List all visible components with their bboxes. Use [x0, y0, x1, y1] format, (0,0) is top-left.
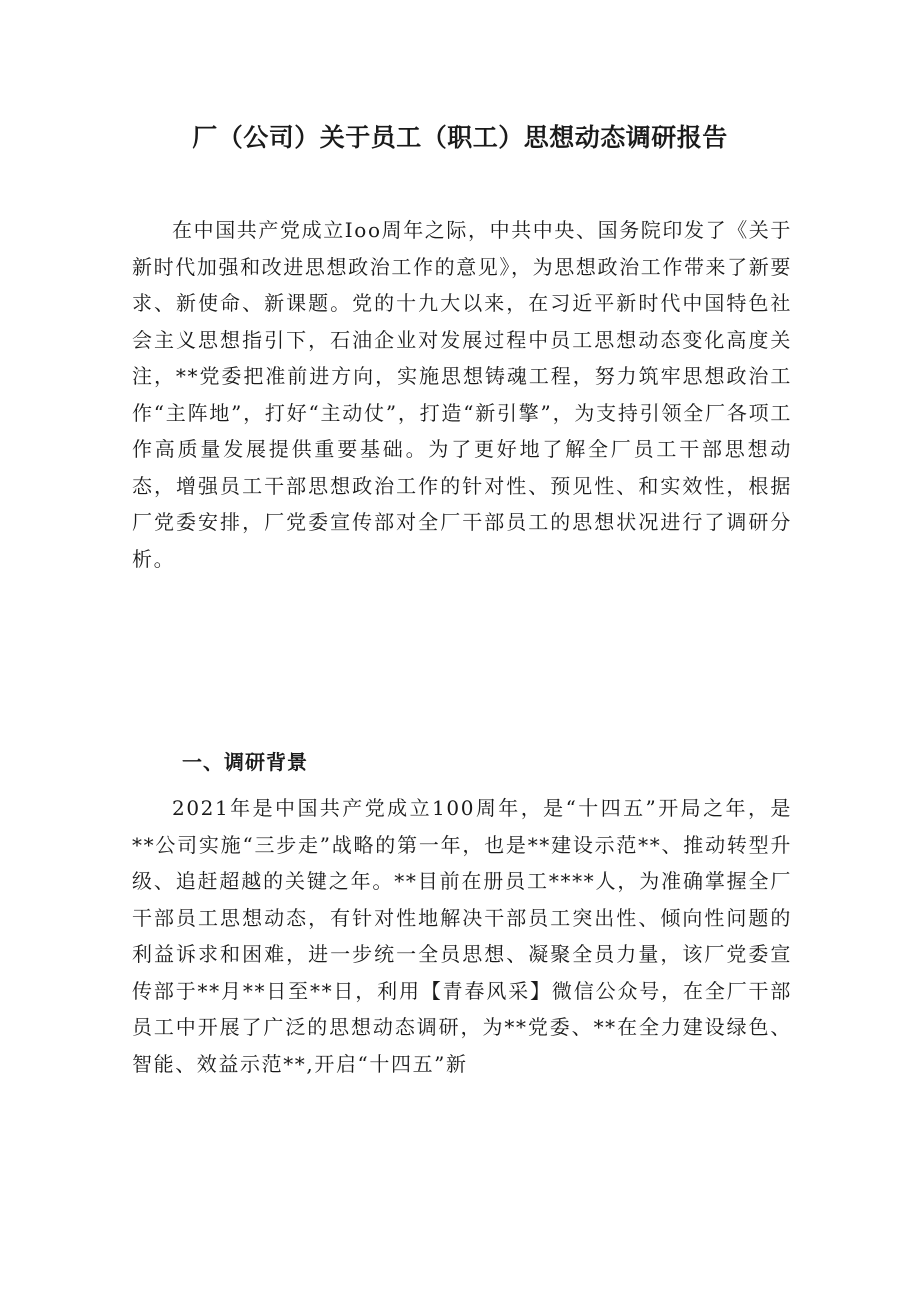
background-paragraph: 2021年是中国共产党成立100周年，是“十四五”开局之年，是**公司实施“三步走”战略的第一年，也是**建设示范**、推动转型升级、追赶超越的关键之年。**目前在册员工****人，为准确掌握全厂干部员工思想动态，有针对性地解决干部员工突出性、倾向性问题的利益诉求和困难，进一步统一全员思想、凝聚全员力量，该厂党委宣传部于**月**日至**日，利用【青春风采】微信公众号，在全厂干部员工中开展了广泛的思想动态调研，为**党委、**在全力建设绿色、智能、效益示范**,开启“十四五”新	[132, 796, 792, 1076]
section-heading-background: 一、调研背景	[182, 750, 308, 774]
document-title: 厂（公司）关于员工（职工）思想动态调研报告	[192, 123, 728, 152]
intro-paragraph: 在中国共产党成立Ioo周年之际，中共中央、国务院印发了《关于新时代加强和改进思想政治工作的意见》，为思想政治工作带来了新要求、新使命、新课题。党的十九大以来，在习近平新时代中国特色社会主义思想指引下，石油企业对发展过程中员工思想动态变化高度关注，**党委把准前进方向，实施思想铸魂工程，努力筑牢思想政治工作“主阵地”，打好“主动仗”，打造“新引擎”，为支持引领全厂各项工作高质量发展提供重要基础。为了更好地了解全厂员工干部思想动态，增强员工干部思想政治工作的针对性、预见性、和实效性，根据厂党委安排，厂党委宣传部对全厂干部员工的思想状况进行了调研分析。	[132, 218, 792, 571]
